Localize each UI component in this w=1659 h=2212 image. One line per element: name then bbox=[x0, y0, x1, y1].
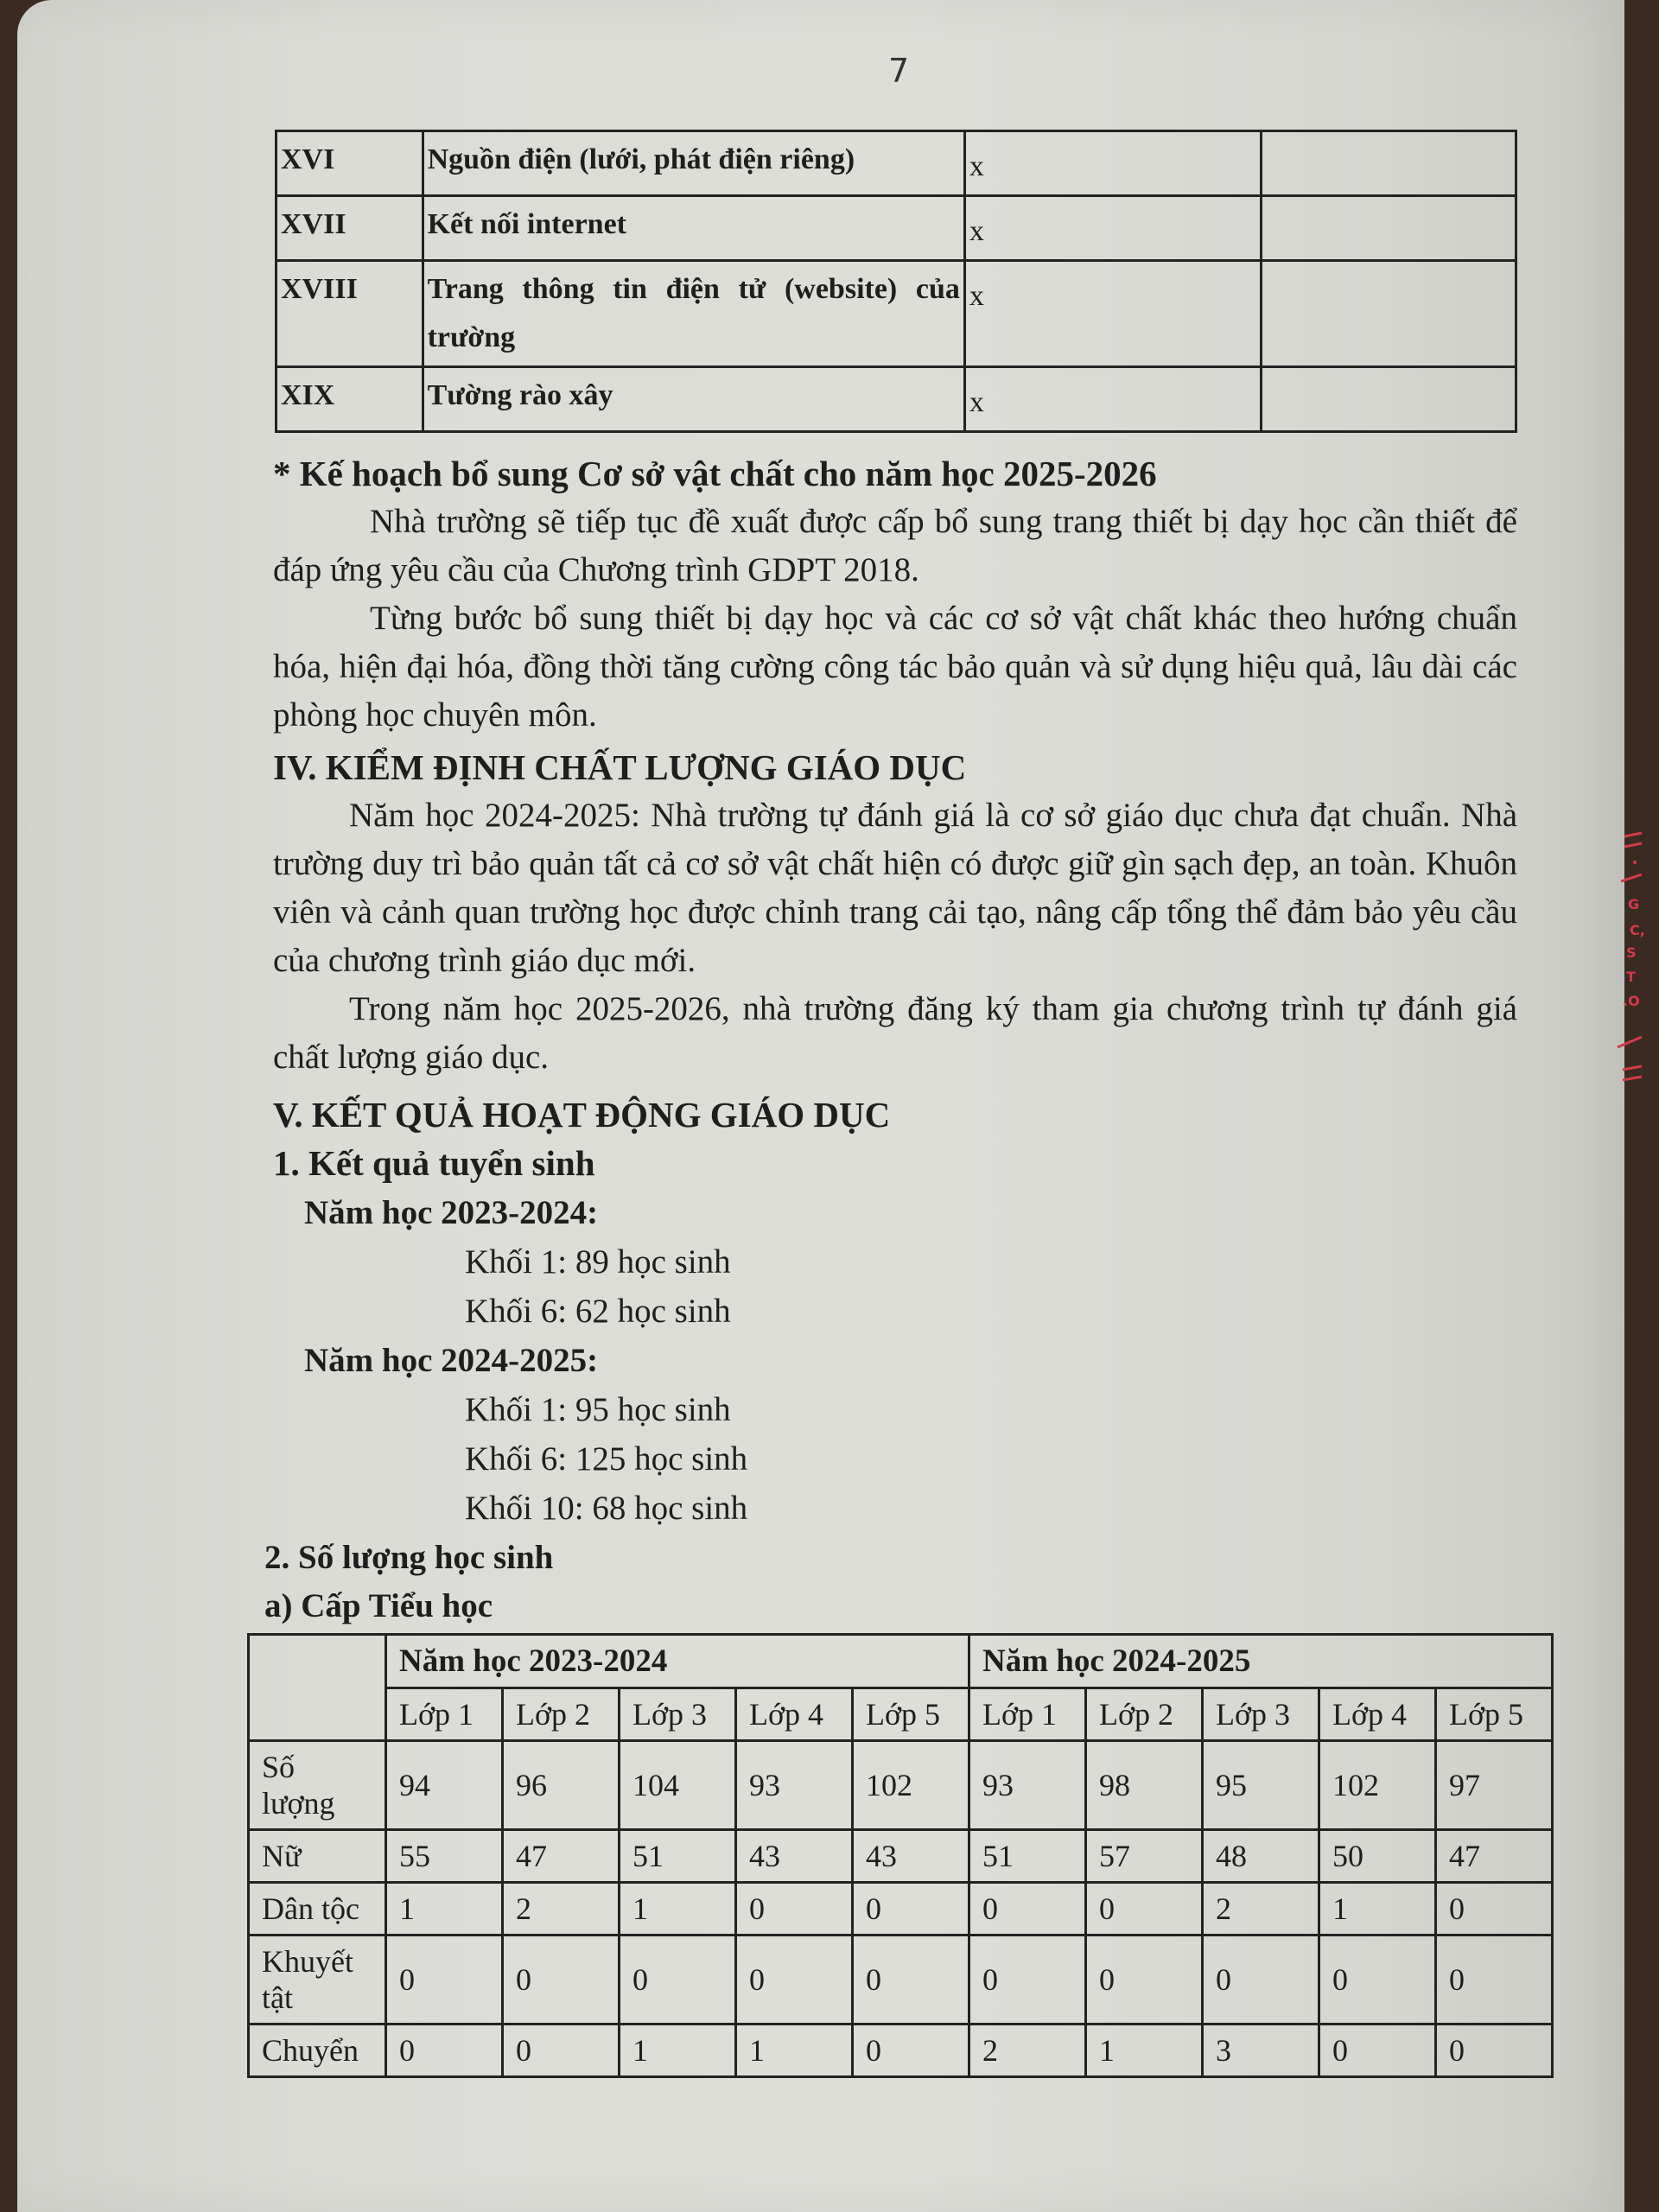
stamp-glyph: G bbox=[1628, 896, 1640, 912]
value-cell: 50 bbox=[1319, 1830, 1436, 1883]
row-note bbox=[1261, 196, 1516, 261]
plan-paragraph: Từng bước bổ sung thiết bị dạy học và các cơ sở vật chất khác theo hướng chuẩn hóa, hiện đại hóa, đồng thời tăng cường công tác bảo quản và sử dụng hiệu quả, lâu dài các phòng học chuyên môn. bbox=[273, 600, 1517, 734]
corner-cell bbox=[249, 1635, 386, 1741]
value-cell: 98 bbox=[1086, 1741, 1203, 1830]
red-stamp-fragment bbox=[1618, 821, 1645, 1097]
value-cell: 97 bbox=[1436, 1741, 1553, 1830]
page-number: 7 bbox=[888, 52, 910, 90]
table-row bbox=[276, 367, 1516, 432]
table-row bbox=[276, 196, 1516, 261]
plan-section bbox=[273, 449, 1517, 740]
stamp-glyph: S bbox=[1626, 944, 1637, 961]
value-cell: 1 bbox=[1319, 1883, 1436, 1936]
section-iv-paragraph: Năm học 2024-2025: Nhà trường tự đánh giá là cơ sở giáo dục chưa đạt chuẩn. Nhà trường duy trì bảo quản tất cả cơ sở vật chất hiện có được giữ gìn sạch đẹp, an toàn. Khuôn viên và cảnh quan trường học được chỉnh trang cải tạo, nâng cấp tổng thể đảm bảo yêu cầu của chương trình giáo dục mới. bbox=[273, 797, 1517, 979]
value-cell: 0 bbox=[1319, 2024, 1436, 2077]
value-cell: 2 bbox=[1203, 1883, 1319, 1936]
stamp-line bbox=[1618, 1037, 1642, 1047]
row-item-line: Trang thông tin điện tử (website) của bbox=[427, 273, 960, 305]
value-cell: 0 bbox=[853, 2024, 969, 2077]
row-code: XVIII bbox=[276, 261, 423, 367]
value-cell: 0 bbox=[386, 2024, 503, 2077]
row-label: Khuyết tật bbox=[249, 1936, 386, 2024]
value-cell: 0 bbox=[1436, 2024, 1553, 2077]
row-item-line: trường bbox=[427, 321, 516, 353]
subsection-enrollment: 1. Kết quả tuyển sinh bbox=[273, 1143, 595, 1183]
value-cell: 0 bbox=[1086, 1936, 1203, 2024]
row-item: Kết nối internet bbox=[423, 196, 964, 261]
class-header: Lớp 1 bbox=[969, 1688, 1086, 1741]
section-iv-paragraph: Trong năm học 2025-2026, nhà trường đăng ký tham gia chương trình tự đánh giá chất lượng giáo dục. bbox=[273, 990, 1517, 1076]
value-cell: 0 bbox=[736, 1883, 853, 1936]
value-cell: 51 bbox=[969, 1830, 1086, 1883]
section-iv bbox=[273, 743, 1517, 1082]
class-header: Lớp 2 bbox=[1086, 1688, 1203, 1741]
table-row bbox=[249, 1741, 1553, 1830]
subsection-primary: a) Cấp Tiểu học bbox=[264, 1587, 493, 1624]
value-cell: 0 bbox=[853, 1936, 969, 2024]
year-header: Năm học 2024-2025 bbox=[969, 1635, 1553, 1688]
value-cell: 104 bbox=[620, 1741, 736, 1830]
year-header: Năm học 2023-2024 bbox=[386, 1635, 969, 1688]
value-cell: 1 bbox=[620, 1883, 736, 1936]
value-cell: 0 bbox=[1319, 1936, 1436, 2024]
value-cell: 1 bbox=[1086, 2024, 1203, 2077]
enrollment-item: Khối 6: 125 học sinh bbox=[465, 1440, 748, 1478]
value-cell: 0 bbox=[1086, 1883, 1203, 1936]
section-v bbox=[273, 1090, 1517, 1187]
value-cell: 0 bbox=[853, 1883, 969, 1936]
value-cell: 95 bbox=[1203, 1741, 1319, 1830]
value-cell: 0 bbox=[503, 2024, 620, 2077]
value-cell: 1 bbox=[736, 2024, 853, 2077]
row-code: XIX bbox=[276, 367, 423, 432]
row-item: Nguồn điện (lưới, phát điện riêng) bbox=[423, 131, 964, 196]
value-cell: 94 bbox=[386, 1741, 503, 1830]
table-row bbox=[249, 1936, 1553, 2024]
class-header: Lớp 4 bbox=[736, 1688, 853, 1741]
section-v-heading: V. KẾT QUẢ HOẠT ĐỘNG GIÁO DỤC bbox=[273, 1095, 891, 1135]
table-row bbox=[249, 2024, 1553, 2077]
value-cell: 93 bbox=[736, 1741, 853, 1830]
value-cell: 43 bbox=[853, 1830, 969, 1883]
document-page bbox=[17, 0, 1645, 2212]
enrollment-item: Khối 6: 62 học sinh bbox=[465, 1293, 731, 1330]
class-header: Lớp 1 bbox=[386, 1688, 503, 1741]
class-header-row bbox=[249, 1688, 1553, 1741]
value-cell: 93 bbox=[969, 1741, 1086, 1830]
class-header: Lớp 2 bbox=[503, 1688, 620, 1741]
row-mark: x bbox=[964, 196, 1261, 261]
row-note bbox=[1261, 367, 1516, 432]
value-cell: 0 bbox=[1436, 1883, 1553, 1936]
value-cell: 0 bbox=[386, 1936, 503, 2024]
class-header: Lớp 4 bbox=[1319, 1688, 1436, 1741]
stamp-glyph: T bbox=[1626, 969, 1636, 985]
stamp-mark bbox=[1633, 861, 1637, 864]
value-cell: 102 bbox=[1319, 1741, 1436, 1830]
stamp-line bbox=[1623, 1066, 1642, 1070]
value-cell: 0 bbox=[1203, 1936, 1319, 2024]
value-cell: 0 bbox=[620, 1936, 736, 2024]
stamp-line bbox=[1624, 843, 1642, 847]
row-mark: x bbox=[964, 367, 1261, 432]
row-label: Dân tộc bbox=[249, 1883, 386, 1936]
plan-heading: * Kế hoạch bổ sung Cơ sở vật chất cho năm học 2025-2026 bbox=[273, 454, 1157, 493]
class-header: Lớp 3 bbox=[620, 1688, 736, 1741]
class-header: Lớp 5 bbox=[853, 1688, 969, 1741]
value-cell: 55 bbox=[386, 1830, 503, 1883]
stamp-line bbox=[1621, 874, 1642, 881]
stamp-line bbox=[1624, 833, 1642, 836]
row-code: XVI bbox=[276, 131, 423, 196]
stamp-glyph: C, bbox=[1630, 922, 1645, 938]
row-item bbox=[423, 261, 964, 367]
subsection-student-count: 2. Số lượng học sinh bbox=[264, 1539, 554, 1576]
value-cell: 47 bbox=[503, 1830, 620, 1883]
value-cell: 3 bbox=[1203, 2024, 1319, 2077]
value-cell: 2 bbox=[969, 2024, 1086, 2077]
row-item: Tường rào xây bbox=[423, 367, 964, 432]
infrastructure-table bbox=[275, 130, 1517, 433]
row-label: Chuyển bbox=[249, 2024, 386, 2077]
value-cell: 0 bbox=[503, 1936, 620, 2024]
value-cell: 51 bbox=[620, 1830, 736, 1883]
value-cell: 47 bbox=[1436, 1830, 1553, 1883]
stamp-line bbox=[1623, 1077, 1642, 1080]
year-header-row bbox=[249, 1635, 1553, 1688]
row-note bbox=[1261, 261, 1516, 367]
value-cell: 0 bbox=[1436, 1936, 1553, 2024]
row-mark: x bbox=[964, 261, 1261, 367]
table-row bbox=[249, 1830, 1553, 1883]
row-code: XVII bbox=[276, 196, 423, 261]
class-header: Lớp 5 bbox=[1436, 1688, 1553, 1741]
table-row bbox=[276, 261, 1516, 367]
value-cell: 0 bbox=[736, 1936, 853, 2024]
value-cell: 1 bbox=[620, 2024, 736, 2077]
section-iv-heading: IV. KIỂM ĐỊNH CHẤT LƯỢNG GIÁO DỤC bbox=[273, 747, 967, 787]
value-cell: 96 bbox=[503, 1741, 620, 1830]
row-label: Số lượng bbox=[249, 1741, 386, 1830]
row-label: Nữ bbox=[249, 1830, 386, 1883]
table-row bbox=[276, 131, 1516, 196]
value-cell: 0 bbox=[969, 1883, 1086, 1936]
enrollment-year-label: Năm học 2023-2024: bbox=[304, 1194, 599, 1231]
value-cell: 57 bbox=[1086, 1830, 1203, 1883]
enrollment-item: Khối 1: 95 học sinh bbox=[465, 1391, 731, 1428]
enrollment-item: Khối 1: 89 học sinh bbox=[465, 1243, 731, 1281]
class-header: Lớp 3 bbox=[1203, 1688, 1319, 1741]
plan-paragraph: Nhà trường sẽ tiếp tục đề xuất được cấp bổ sung trang thiết bị dạy học cần thiết để đáp ứng yêu cầu của Chương trình GDPT 2018. bbox=[273, 503, 1517, 588]
value-cell: 2 bbox=[503, 1883, 620, 1936]
table-row bbox=[249, 1883, 1553, 1936]
student-count-table bbox=[247, 1633, 1554, 2078]
value-cell: 1 bbox=[386, 1883, 503, 1936]
enrollment-year-label: Năm học 2024-2025: bbox=[304, 1342, 599, 1379]
value-cell: 102 bbox=[853, 1741, 969, 1830]
row-note bbox=[1261, 131, 1516, 196]
value-cell: 43 bbox=[736, 1830, 853, 1883]
value-cell: 48 bbox=[1203, 1830, 1319, 1883]
row-mark: x bbox=[964, 131, 1261, 196]
value-cell: 0 bbox=[969, 1936, 1086, 2024]
enrollment-item: Khối 10: 68 học sinh bbox=[465, 1490, 748, 1527]
stamp-glyph: .O bbox=[1623, 993, 1640, 1009]
